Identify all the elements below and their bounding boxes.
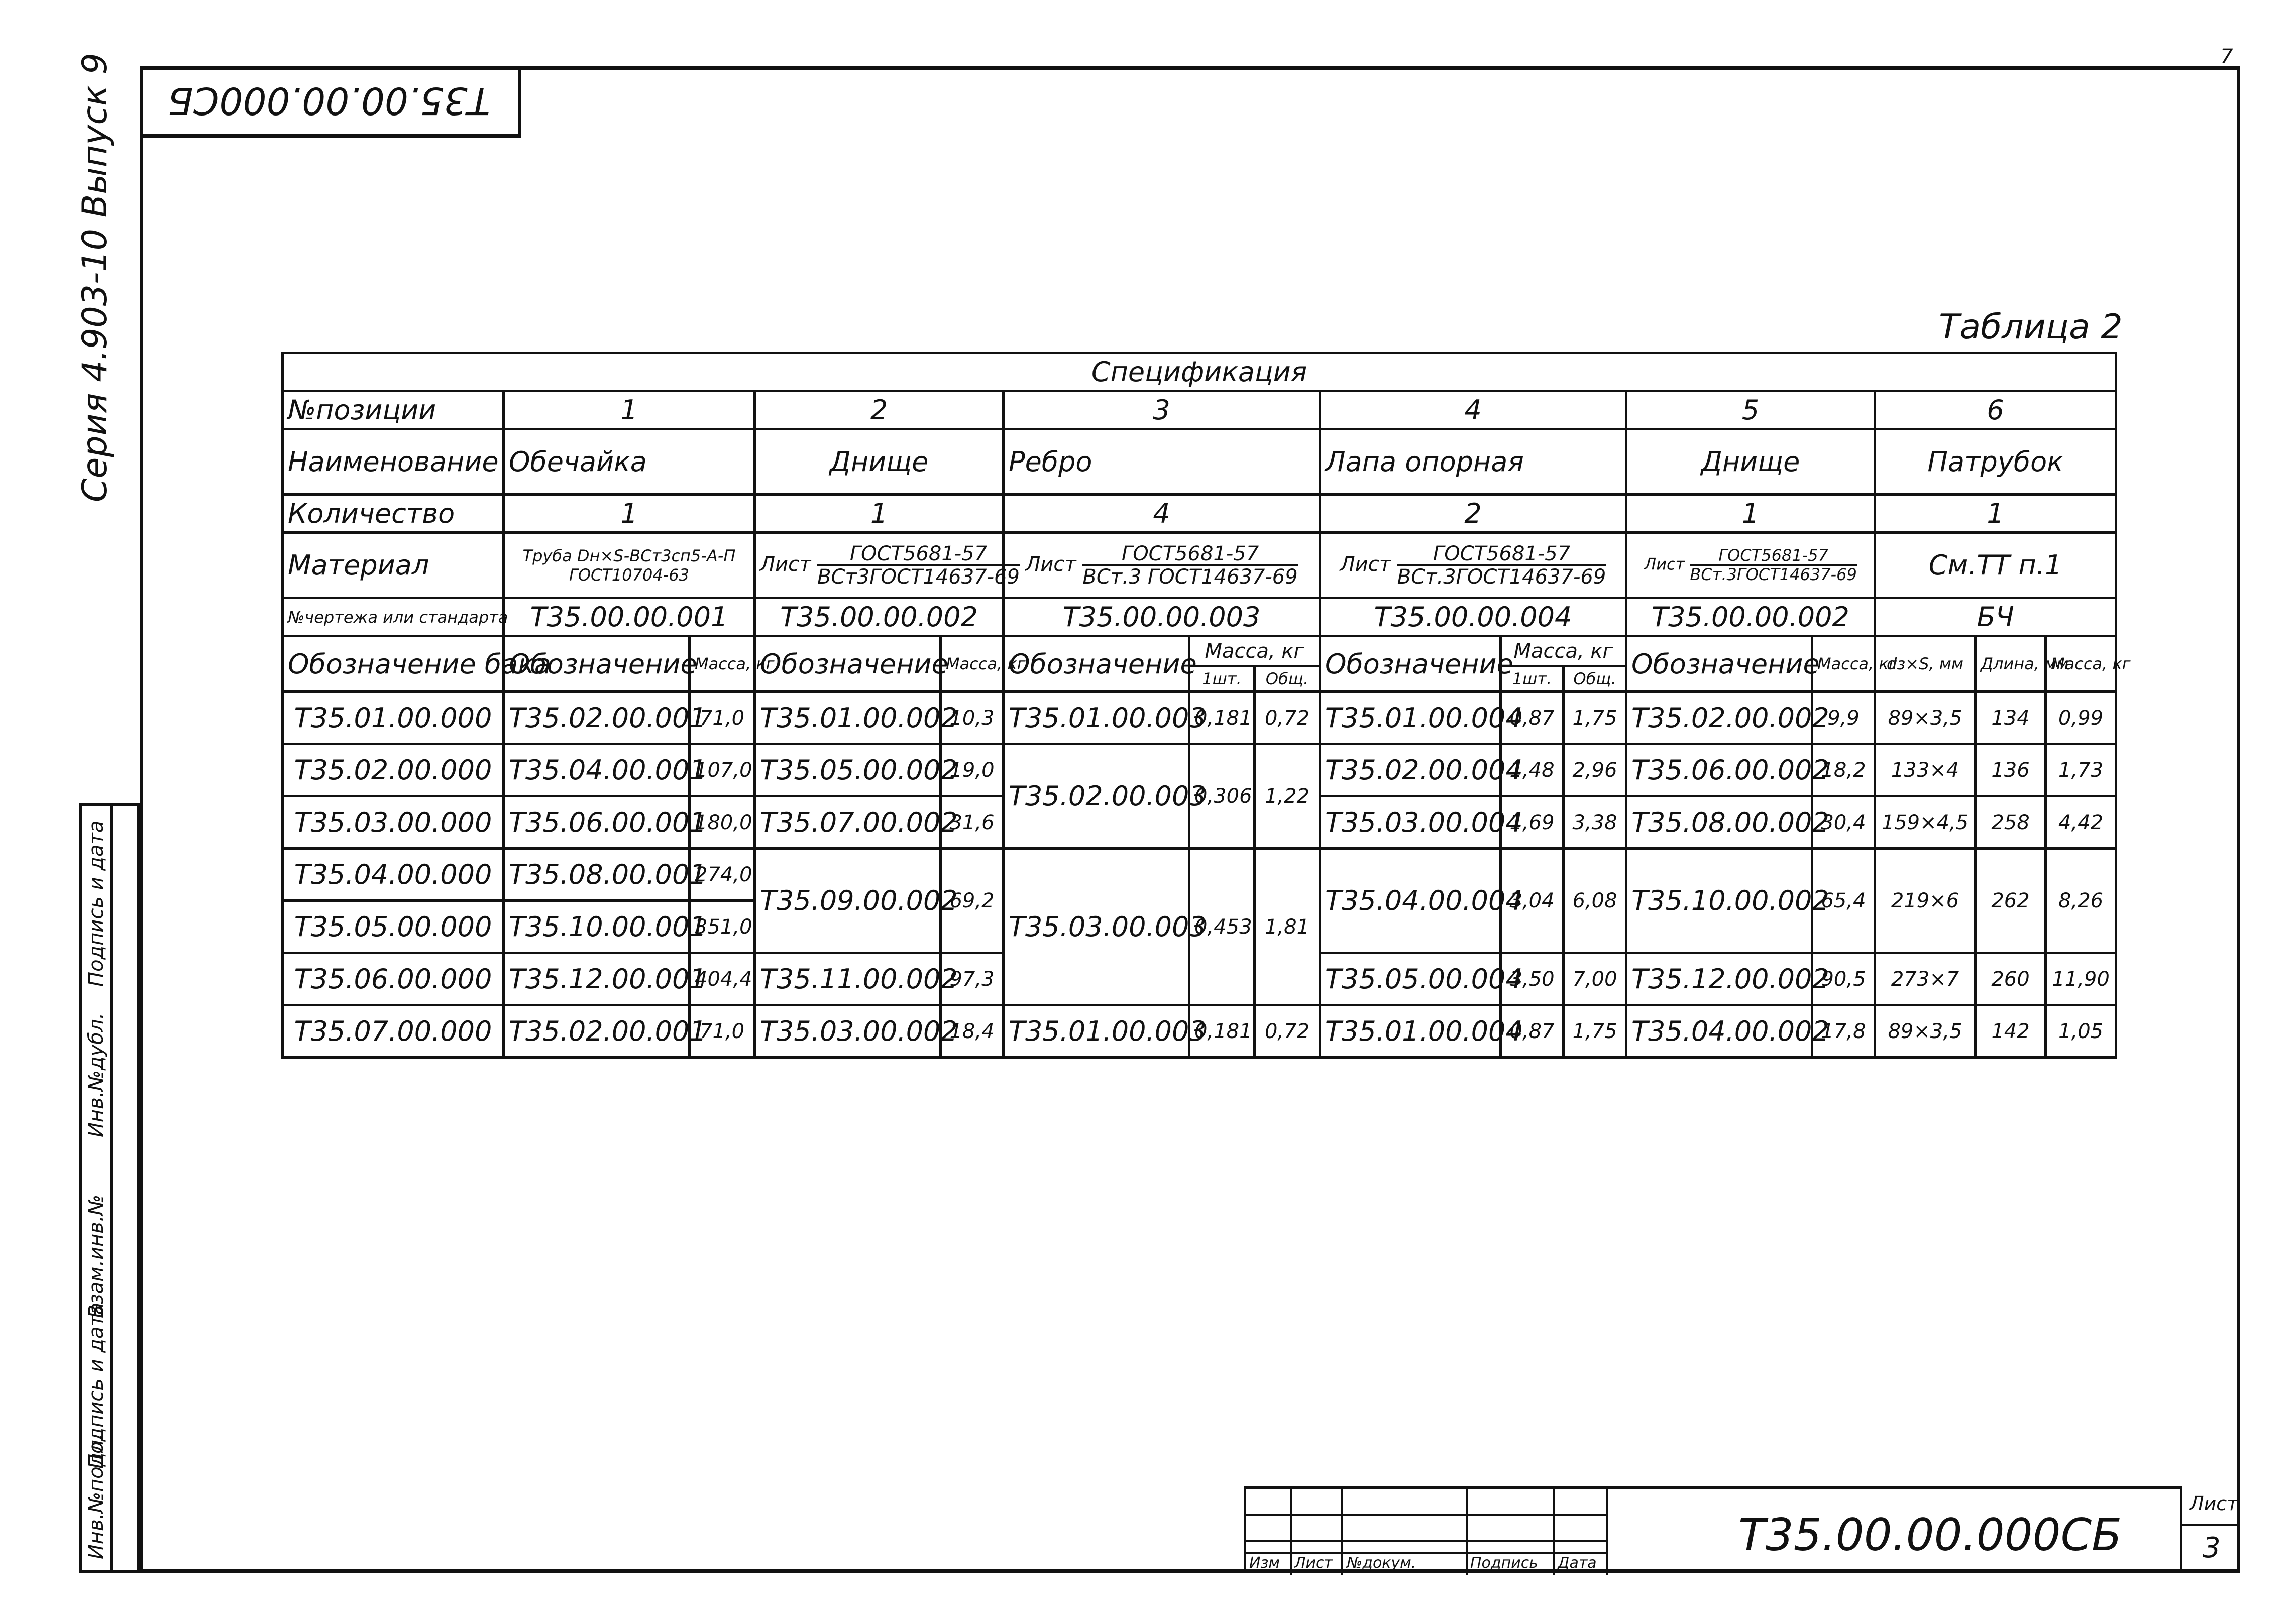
p4-mass-one: 1,48	[1501, 744, 1564, 796]
p5-code: Т35.06.00.002	[1626, 744, 1812, 796]
p2-mass: 10,3	[941, 692, 1004, 744]
p4-mass-total: 6,08	[1564, 849, 1626, 953]
p3-code: Т35.03.00.003	[1004, 849, 1189, 1005]
material-3-top: ГОСТ5681-57	[1082, 543, 1297, 566]
p1-mass: 274,0	[690, 849, 755, 901]
col3-one-pc: 1шт.	[1189, 666, 1255, 692]
p3-mass-one: 0,306	[1189, 744, 1255, 849]
p3-mass-total: 1,81	[1255, 849, 1320, 1005]
table-title: Спецификация	[283, 353, 2116, 391]
p6-mass: 1,73	[2046, 744, 2116, 796]
p6-length: 258	[1976, 796, 2046, 849]
subheader-row-1	[283, 636, 2116, 666]
p1-mass: 107,0	[690, 744, 755, 796]
material-4-bottom: ВСт.3ГОСТ14637-69	[1397, 565, 1606, 589]
p5-code: Т35.02.00.002	[1626, 692, 1812, 744]
p2-code: Т35.05.00.002	[755, 744, 941, 796]
material-label: Материал	[283, 533, 504, 598]
drawing-4: Т35.00.00.004	[1320, 598, 1626, 636]
p2-mass: 18,4	[941, 1005, 1004, 1058]
col6-length-header: Длина, мм	[1976, 636, 2046, 692]
material-5-top: ГОСТ5681-57	[1690, 547, 1856, 566]
quantity-label: Количество	[283, 495, 504, 533]
drawing-6: БЧ	[1875, 598, 2116, 636]
p3-mass-one: 0,181	[1189, 692, 1255, 744]
p4-mass-total: 1,75	[1564, 692, 1626, 744]
col4-total: Общ.	[1564, 666, 1626, 692]
col1-mass-header: Масса, кг	[690, 636, 755, 692]
p3-mass-one: 0,453	[1189, 849, 1255, 1005]
p1-mass: 404,4	[690, 953, 755, 1005]
p4-mass-one: 0,87	[1501, 692, 1564, 744]
col4-one-pc: 1шт.	[1501, 666, 1564, 692]
series-label: Серия 4.903-10 Выпуск 9	[75, 53, 115, 502]
material-5-bottom: ВСт.3ГОСТ14637-69	[1690, 564, 1857, 584]
p4-code: Т35.01.00.004	[1320, 1005, 1501, 1058]
material-4-top: ГОСТ5681-57	[1397, 543, 1606, 566]
names-row	[283, 429, 2116, 495]
p6-length: 142	[1976, 1005, 2046, 1058]
p4-mass-one: 3,50	[1501, 953, 1564, 1005]
name-4: Лапа опорная	[1320, 429, 1626, 495]
top-stamp-code: Т35.00.00.000СБ	[167, 78, 490, 122]
p6-mass: 4,42	[2046, 796, 2116, 849]
p6-length: 262	[1976, 849, 2046, 953]
p5-mass: 18,2	[1812, 744, 1875, 796]
p3-code: Т35.02.00.003	[1004, 744, 1189, 849]
p5-mass: 65,4	[1812, 849, 1875, 953]
p4-code: Т35.01.00.004	[1320, 692, 1501, 744]
p4-code: Т35.05.00.004	[1320, 953, 1501, 1005]
p6-size: 273×7	[1875, 953, 1976, 1005]
tb-label-date: Дата	[1558, 1554, 1597, 1572]
table-caption: Таблица 2	[1939, 307, 2123, 347]
quantity-5: 1	[1626, 495, 1875, 533]
table-row	[283, 744, 2116, 796]
tank-code: Т35.07.00.000	[283, 1005, 504, 1058]
material-3-bottom: ВСт.3 ГОСТ14637-69	[1082, 565, 1298, 589]
p5-code: Т35.10.00.002	[1626, 849, 1812, 953]
p5-mass: 17,8	[1812, 1005, 1875, 1058]
page-number: 7	[2220, 45, 2233, 68]
p6-length: 134	[1976, 692, 2046, 744]
position-6: 6	[1875, 391, 2116, 429]
p3-mass-total: 0,72	[1255, 1005, 1320, 1058]
material-3-list: Лист	[1025, 552, 1076, 576]
material-1-top: Труба Dн×S-ВСт3сп5-А-П	[522, 546, 736, 565]
tb-label-list: Лист	[1294, 1554, 1333, 1572]
top-stamp	[140, 66, 521, 138]
p3-mass-total: 0,72	[1255, 692, 1320, 744]
p5-code: Т35.08.00.002	[1626, 796, 1812, 849]
p6-size: 219×6	[1875, 849, 1976, 953]
p5-mass: 30,4	[1812, 796, 1875, 849]
col4-mass-header: Масса, кг	[1501, 636, 1626, 666]
p3-code: Т35.01.00.003	[1004, 1005, 1189, 1058]
p4-code: Т35.02.00.004	[1320, 744, 1501, 796]
p4-mass-one: 1,69	[1501, 796, 1564, 849]
col5-designation-header: Обозначение	[1626, 636, 1812, 692]
col1-designation-header: Обозначение	[504, 636, 690, 692]
p3-mass-total: 1,22	[1255, 744, 1320, 849]
position-1: 1	[504, 391, 755, 429]
drawing-2: Т35.00.00.002	[755, 598, 1004, 636]
material-1	[504, 533, 755, 598]
drawing-3: Т35.00.00.003	[1004, 598, 1320, 636]
drawing-row	[283, 598, 2116, 636]
tank-code: Т35.01.00.000	[283, 692, 504, 744]
table-row	[283, 1005, 2116, 1058]
specification-table	[281, 352, 2131, 1059]
material-5	[1626, 533, 1875, 598]
p5-mass: 90,5	[1812, 953, 1875, 1005]
side-label-1: Инв.№подл.	[85, 1433, 108, 1559]
p1-code: Т35.12.00.001	[504, 953, 690, 1005]
name-5: Днище	[1626, 429, 1875, 495]
col3-mass-header: Масса, кг	[1189, 636, 1320, 666]
drawing-label: №чертежа или стандарта	[283, 598, 504, 636]
tank-code: Т35.02.00.000	[283, 744, 504, 796]
tank-code: Т35.06.00.000	[283, 953, 504, 1005]
col2-mass-header: Масса, кг	[941, 636, 1004, 692]
title-block	[1244, 1486, 2180, 1573]
sheet-box	[2180, 1486, 2240, 1573]
p6-mass: 1,05	[2046, 1005, 2116, 1058]
side-label-2: Подпись и дата	[85, 1302, 108, 1469]
col6-d-header: dз×S, мм	[1875, 636, 1976, 692]
p6-mass: 11,90	[2046, 953, 2116, 1005]
name-2: Днище	[755, 429, 1004, 495]
p1-code: Т35.02.00.001	[504, 1005, 690, 1058]
name-label: Наименование	[283, 429, 504, 495]
p1-mass: 71,0	[690, 1005, 755, 1058]
p6-size: 89×3,5	[1875, 692, 1976, 744]
p5-code: Т35.12.00.002	[1626, 953, 1812, 1005]
p4-mass-total: 2,96	[1564, 744, 1626, 796]
quantity-4: 2	[1320, 495, 1626, 533]
material-4-list: Лист	[1340, 552, 1391, 576]
material-2	[755, 533, 1020, 598]
p2-mass: 97,3	[941, 953, 1004, 1005]
p6-mass: 8,26	[2046, 849, 2116, 953]
p5-code: Т35.04.00.002	[1626, 1005, 1812, 1058]
p6-mass: 0,99	[2046, 692, 2116, 744]
tb-label-doc: №докум.	[1347, 1554, 1416, 1572]
name-1: Обечайка	[504, 429, 755, 495]
material-3	[1004, 533, 1320, 598]
p4-code: Т35.03.00.004	[1320, 796, 1501, 849]
side-label-3: Взам.инв.№	[85, 1194, 108, 1318]
sheet-number: 3	[2203, 1532, 2221, 1564]
material-row	[283, 533, 2116, 598]
material-6: См.ТТ п.1	[1875, 533, 2116, 598]
p6-size: 159×4,5	[1875, 796, 1976, 849]
p6-size: 133×4	[1875, 744, 1976, 796]
quantity-1: 1	[504, 495, 755, 533]
p6-size: 89×3,5	[1875, 1005, 1976, 1058]
p1-code: Т35.06.00.001	[504, 796, 690, 849]
p6-length: 260	[1976, 953, 2046, 1005]
p5-mass: 9,9	[1812, 692, 1875, 744]
p2-code: Т35.11.00.002	[755, 953, 941, 1005]
quantity-6: 1	[1875, 495, 2116, 533]
p1-mass: 180,0	[690, 796, 755, 849]
material-1-bottom: ГОСТ10704-63	[569, 565, 689, 585]
tb-label-izm: Изм	[1249, 1554, 1280, 1572]
position-4: 4	[1320, 391, 1626, 429]
tank-code: Т35.04.00.000	[283, 849, 504, 901]
p2-code: Т35.01.00.002	[755, 692, 941, 744]
tank-code: Т35.05.00.000	[283, 901, 504, 953]
p4-mass-one: 0,87	[1501, 1005, 1564, 1058]
p4-code: Т35.04.00.004	[1320, 849, 1501, 953]
name-6: Патрубок	[1875, 429, 2116, 495]
p1-code: Т35.08.00.001	[504, 849, 690, 901]
side-label-5: Подпись и дата	[85, 820, 108, 987]
p1-code: Т35.02.00.001	[504, 692, 690, 744]
p1-mass: 71,0	[690, 692, 755, 744]
material-2-top: ГОСТ5681-57	[817, 543, 1020, 566]
position-5: 5	[1626, 391, 1875, 429]
drawing-1: Т35.00.00.001	[504, 598, 755, 636]
p6-length: 136	[1976, 744, 2046, 796]
p2-code: Т35.07.00.002	[755, 796, 941, 849]
position-label: №позиции	[283, 391, 504, 429]
positions-row	[283, 391, 2116, 429]
col4-designation-header: Обозначение	[1320, 636, 1501, 692]
col5-mass-header: Масса, кг	[1812, 636, 1875, 692]
p4-mass-one: 3,04	[1501, 849, 1564, 953]
p4-mass-total: 3,38	[1564, 796, 1626, 849]
quantity-3: 4	[1004, 495, 1320, 533]
p3-code: Т35.01.00.003	[1004, 692, 1189, 744]
col3-total: Общ.	[1255, 666, 1320, 692]
material-5-list: Лист	[1644, 554, 1685, 574]
p2-mass: 19,0	[941, 744, 1004, 796]
p1-code: Т35.10.00.001	[504, 901, 690, 953]
quantity-2: 1	[755, 495, 1004, 533]
side-stamp	[79, 803, 140, 1573]
p1-mass: 351,0	[690, 901, 755, 953]
table-row	[283, 692, 2116, 744]
position-2: 2	[755, 391, 1004, 429]
col3-designation-header: Обозначение	[1004, 636, 1189, 692]
sheet-label: Лист	[2190, 1492, 2238, 1515]
material-4	[1320, 533, 1626, 598]
tank-code: Т35.03.00.000	[283, 796, 504, 849]
p3-mass-one: 0,181	[1189, 1005, 1255, 1058]
name-3: Ребро	[1004, 429, 1320, 495]
drawing-5: Т35.00.00.002	[1626, 598, 1875, 636]
p4-mass-total: 7,00	[1564, 953, 1626, 1005]
side-label-4: Инв.№дубл.	[85, 1012, 108, 1137]
position-3: 3	[1004, 391, 1320, 429]
p4-mass-total: 1,75	[1564, 1005, 1626, 1058]
table-row	[283, 849, 2116, 901]
col6-mass-header: Масса, кг	[2046, 636, 2116, 692]
tb-label-sign: Подпись	[1470, 1554, 1538, 1572]
p1-code: Т35.04.00.001	[504, 744, 690, 796]
quantity-row	[283, 495, 2116, 533]
p2-code: Т35.09.00.002	[755, 849, 941, 953]
tank-designation-label: Обозначение бака	[283, 636, 504, 692]
material-2-bottom: ВСт3ГОСТ14637-69	[817, 565, 1020, 589]
p2-mass: 31,6	[941, 796, 1004, 849]
p2-mass: 69,2	[941, 849, 1004, 953]
material-2-list: Лист	[760, 552, 811, 576]
p2-code: Т35.03.00.002	[755, 1005, 941, 1058]
tb-drawing-code: Т35.00.00.000СБ	[1738, 1509, 2122, 1561]
col2-designation-header: Обозначение	[755, 636, 941, 692]
